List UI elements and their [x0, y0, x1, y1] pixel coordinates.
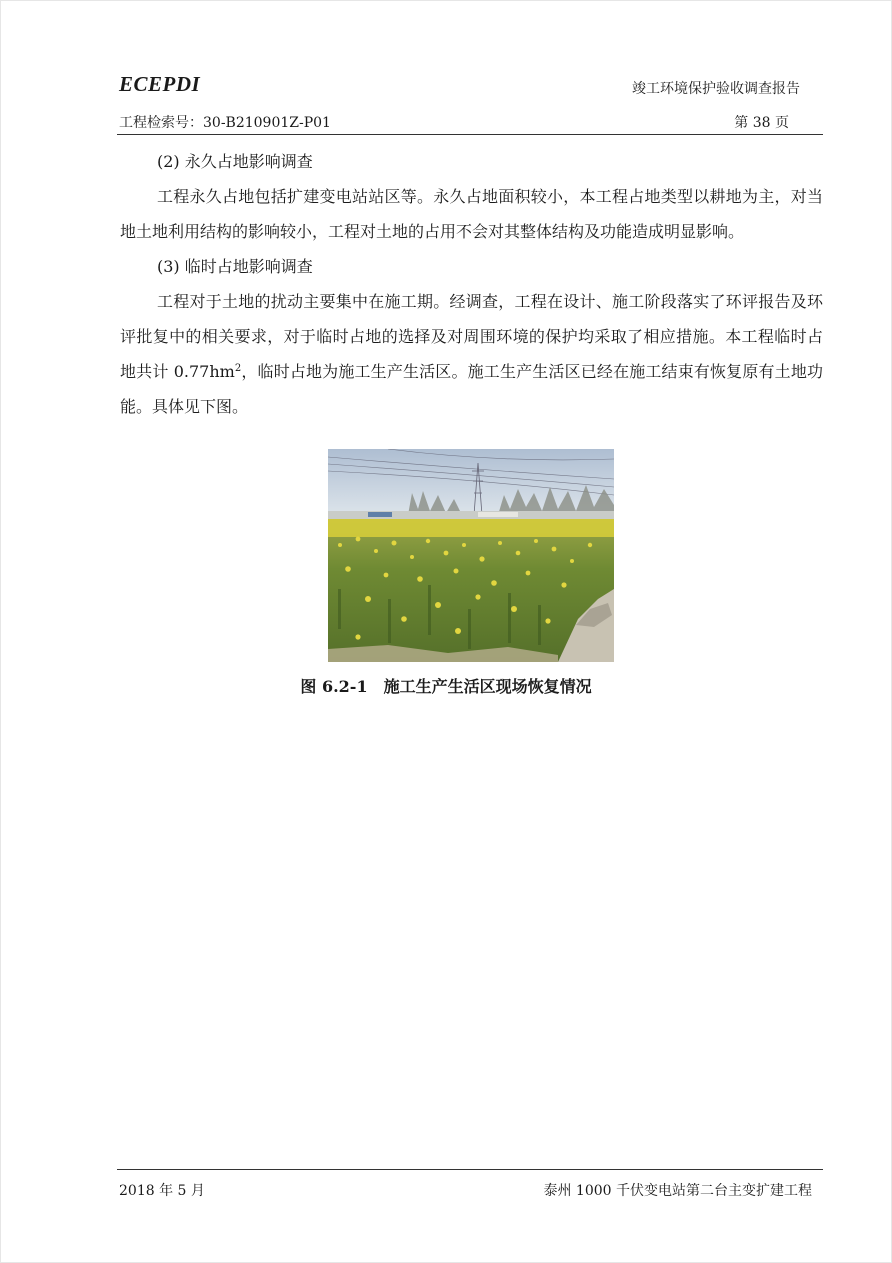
header-divider	[117, 134, 823, 135]
figure-caption	[0, 674, 892, 697]
section-heading-permanent-land: (2) 永久占地影响调查	[157, 152, 313, 171]
section-heading-temporary-land: (3) 临时占地影响调查	[157, 257, 313, 276]
figure-number: 图 6.2-1	[300, 677, 368, 696]
report-date: 2018 年 5 月	[119, 1183, 205, 1199]
footer-divider	[117, 1169, 823, 1170]
paragraph-temporary-land	[120, 284, 823, 424]
paragraph-temporary-land-part-a: 工程对于土地的扰动主要集中在施工期。经调查，工程在设计、施工阶段落实了环评报告及环评批复中的相关要求，对于临时占地的选择及对周围环境的保护均采取了相应措施。本工程临时占地共计 0.77hm	[120, 292, 823, 381]
report-title: 竣工环境保护验收调查报告	[632, 81, 800, 97]
project-name: 泰州 1000 千伏变电站第二台主变扩建工程	[543, 1183, 812, 1199]
paragraph-permanent-land: 工程永久占地包括扩建变电站站区等。永久占地面积较小，本工程占地类型以耕地为主，对当地土地利用结构的影响较小，工程对土地的占用不会对其整体结构及功能造成明显影响。	[120, 187, 823, 241]
company-logo: ECEPDI	[119, 72, 201, 96]
body-text	[120, 144, 823, 424]
paragraph-temporary-land-part-b: ，临时占地为施工生产生活区。施工生产生活区已经在施工结束有恢复原有土地功能。具体见下图。	[120, 362, 823, 416]
page-number: 第 38 页	[734, 115, 789, 131]
superscript-unit: 2	[234, 363, 242, 374]
project-reference-number: 工程检索号：30-B210901Z-P01	[119, 115, 331, 131]
site-restoration-photo	[328, 449, 614, 662]
figure-caption-text: 施工生产生活区现场恢复情况	[383, 677, 592, 696]
